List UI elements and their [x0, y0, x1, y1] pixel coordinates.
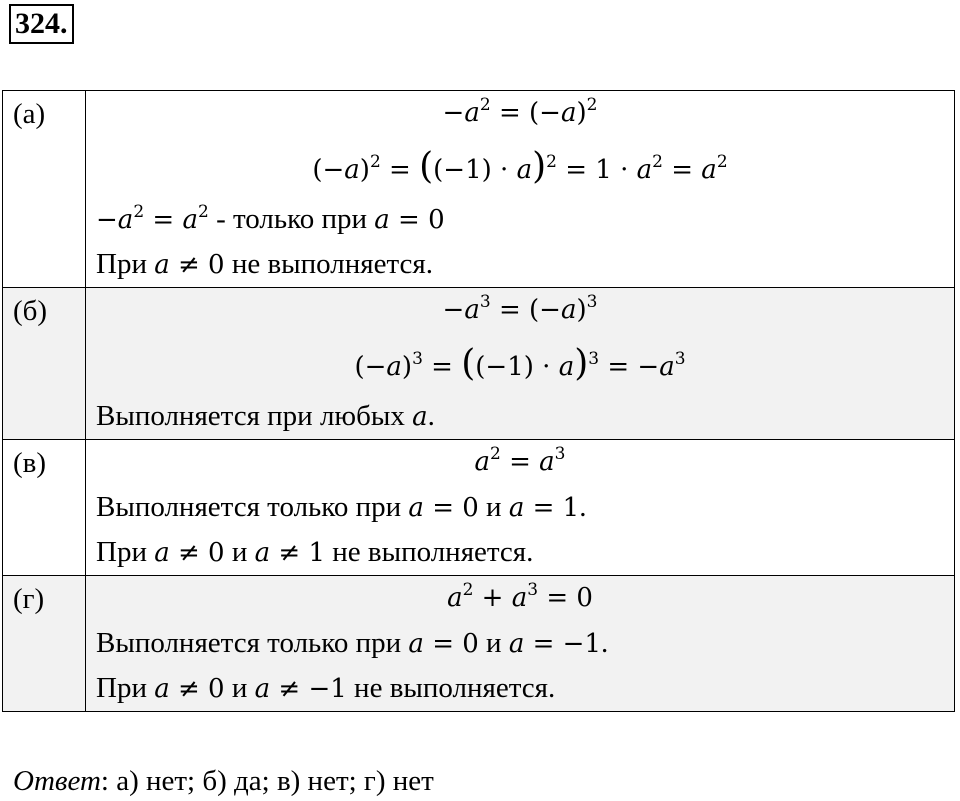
text-b-3-post: .	[427, 400, 435, 432]
text-v-3-post: не выполняется.	[325, 536, 534, 568]
text-v-3-mid: и	[224, 536, 255, 568]
text-b-3-pre: Выполняется при любых	[96, 400, 413, 432]
row-v	[3, 440, 955, 576]
text-g-2-mid: и	[478, 627, 509, 659]
row-b	[3, 288, 955, 440]
text-v-3	[96, 530, 944, 575]
condition-v-2-1: a = 0	[408, 493, 479, 523]
equation-a-2: $(-a)^2 = ((-1) \cdot a)^2 = 1 \cdot a^2 = a^2$	[312, 146, 728, 187]
condition-g-3-1: a ≠ 0	[154, 674, 225, 704]
text-a-4-pre: При	[96, 248, 155, 280]
condition-v-3-1: a ≠ 0	[154, 538, 225, 568]
problem-number: 324.	[9, 4, 74, 44]
condition-g-2-1: a = 0	[408, 629, 479, 659]
row-label-g: (г)	[3, 576, 86, 712]
text-v-2-post: .	[579, 491, 587, 523]
text-a-3-mid: - только при	[208, 203, 375, 235]
condition-v-2-2: a = 1	[508, 493, 580, 523]
condition-g-3-2: a ≠ −1	[254, 674, 347, 704]
row-label-b: (б)	[3, 288, 86, 440]
answer-line	[13, 761, 434, 801]
equation-b-2: $(-a)^3 = ((-1) \cdot a)^3 = -a^3$	[354, 343, 686, 384]
row-body-v	[86, 440, 955, 576]
row-body-a	[86, 91, 955, 288]
text-b-3	[96, 394, 944, 439]
row-a	[3, 91, 955, 288]
equation-a-1: $-a^2 = (-a)^2$	[442, 95, 598, 128]
variable-b-3: a	[412, 402, 428, 432]
text-g-3-pre: При	[96, 672, 155, 704]
row-g	[3, 576, 955, 712]
text-a-4-post: не выполняется.	[224, 248, 433, 280]
text-g-3-mid: и	[224, 672, 255, 704]
text-v-2	[96, 485, 944, 530]
text-v-2-pre: Выполняется только при	[96, 491, 409, 523]
row-label-v: (в)	[3, 440, 86, 576]
equation-a-3: $-a^2 = a^2$	[96, 202, 209, 235]
text-g-3-post: не выполняется.	[346, 672, 556, 704]
text-v-2-mid: и	[478, 491, 509, 523]
condition-v-3-2: a ≠ 1	[254, 538, 325, 568]
condition-g-2-2: a = −1	[508, 629, 601, 659]
text-v-3-pre: При	[96, 536, 155, 568]
text-g-2	[96, 621, 944, 666]
condition-a-4: a ≠ 0	[154, 250, 225, 280]
equation-g-1: $a^2 + a^3 = 0$	[447, 580, 593, 613]
text-a-4	[96, 242, 944, 287]
text-g-2-post: .	[601, 627, 609, 659]
row-body-g	[86, 576, 955, 712]
condition-a-3: a = 0	[374, 205, 445, 235]
equation-b-1: $-a^3 = (-a)^3$	[442, 292, 598, 325]
text-a-3	[96, 197, 944, 242]
row-body-b	[86, 288, 955, 440]
equation-v-1: $a^2 = a^3$	[474, 444, 566, 477]
text-g-2-pre: Выполняется только при	[96, 627, 409, 659]
row-label-a: (а)	[3, 91, 86, 288]
text-g-3	[96, 666, 944, 711]
solution-table	[2, 90, 955, 712]
answer-text: : а) нет; б) да; в) нет; г) нет	[100, 765, 434, 797]
answer-label: Ответ	[13, 765, 101, 797]
